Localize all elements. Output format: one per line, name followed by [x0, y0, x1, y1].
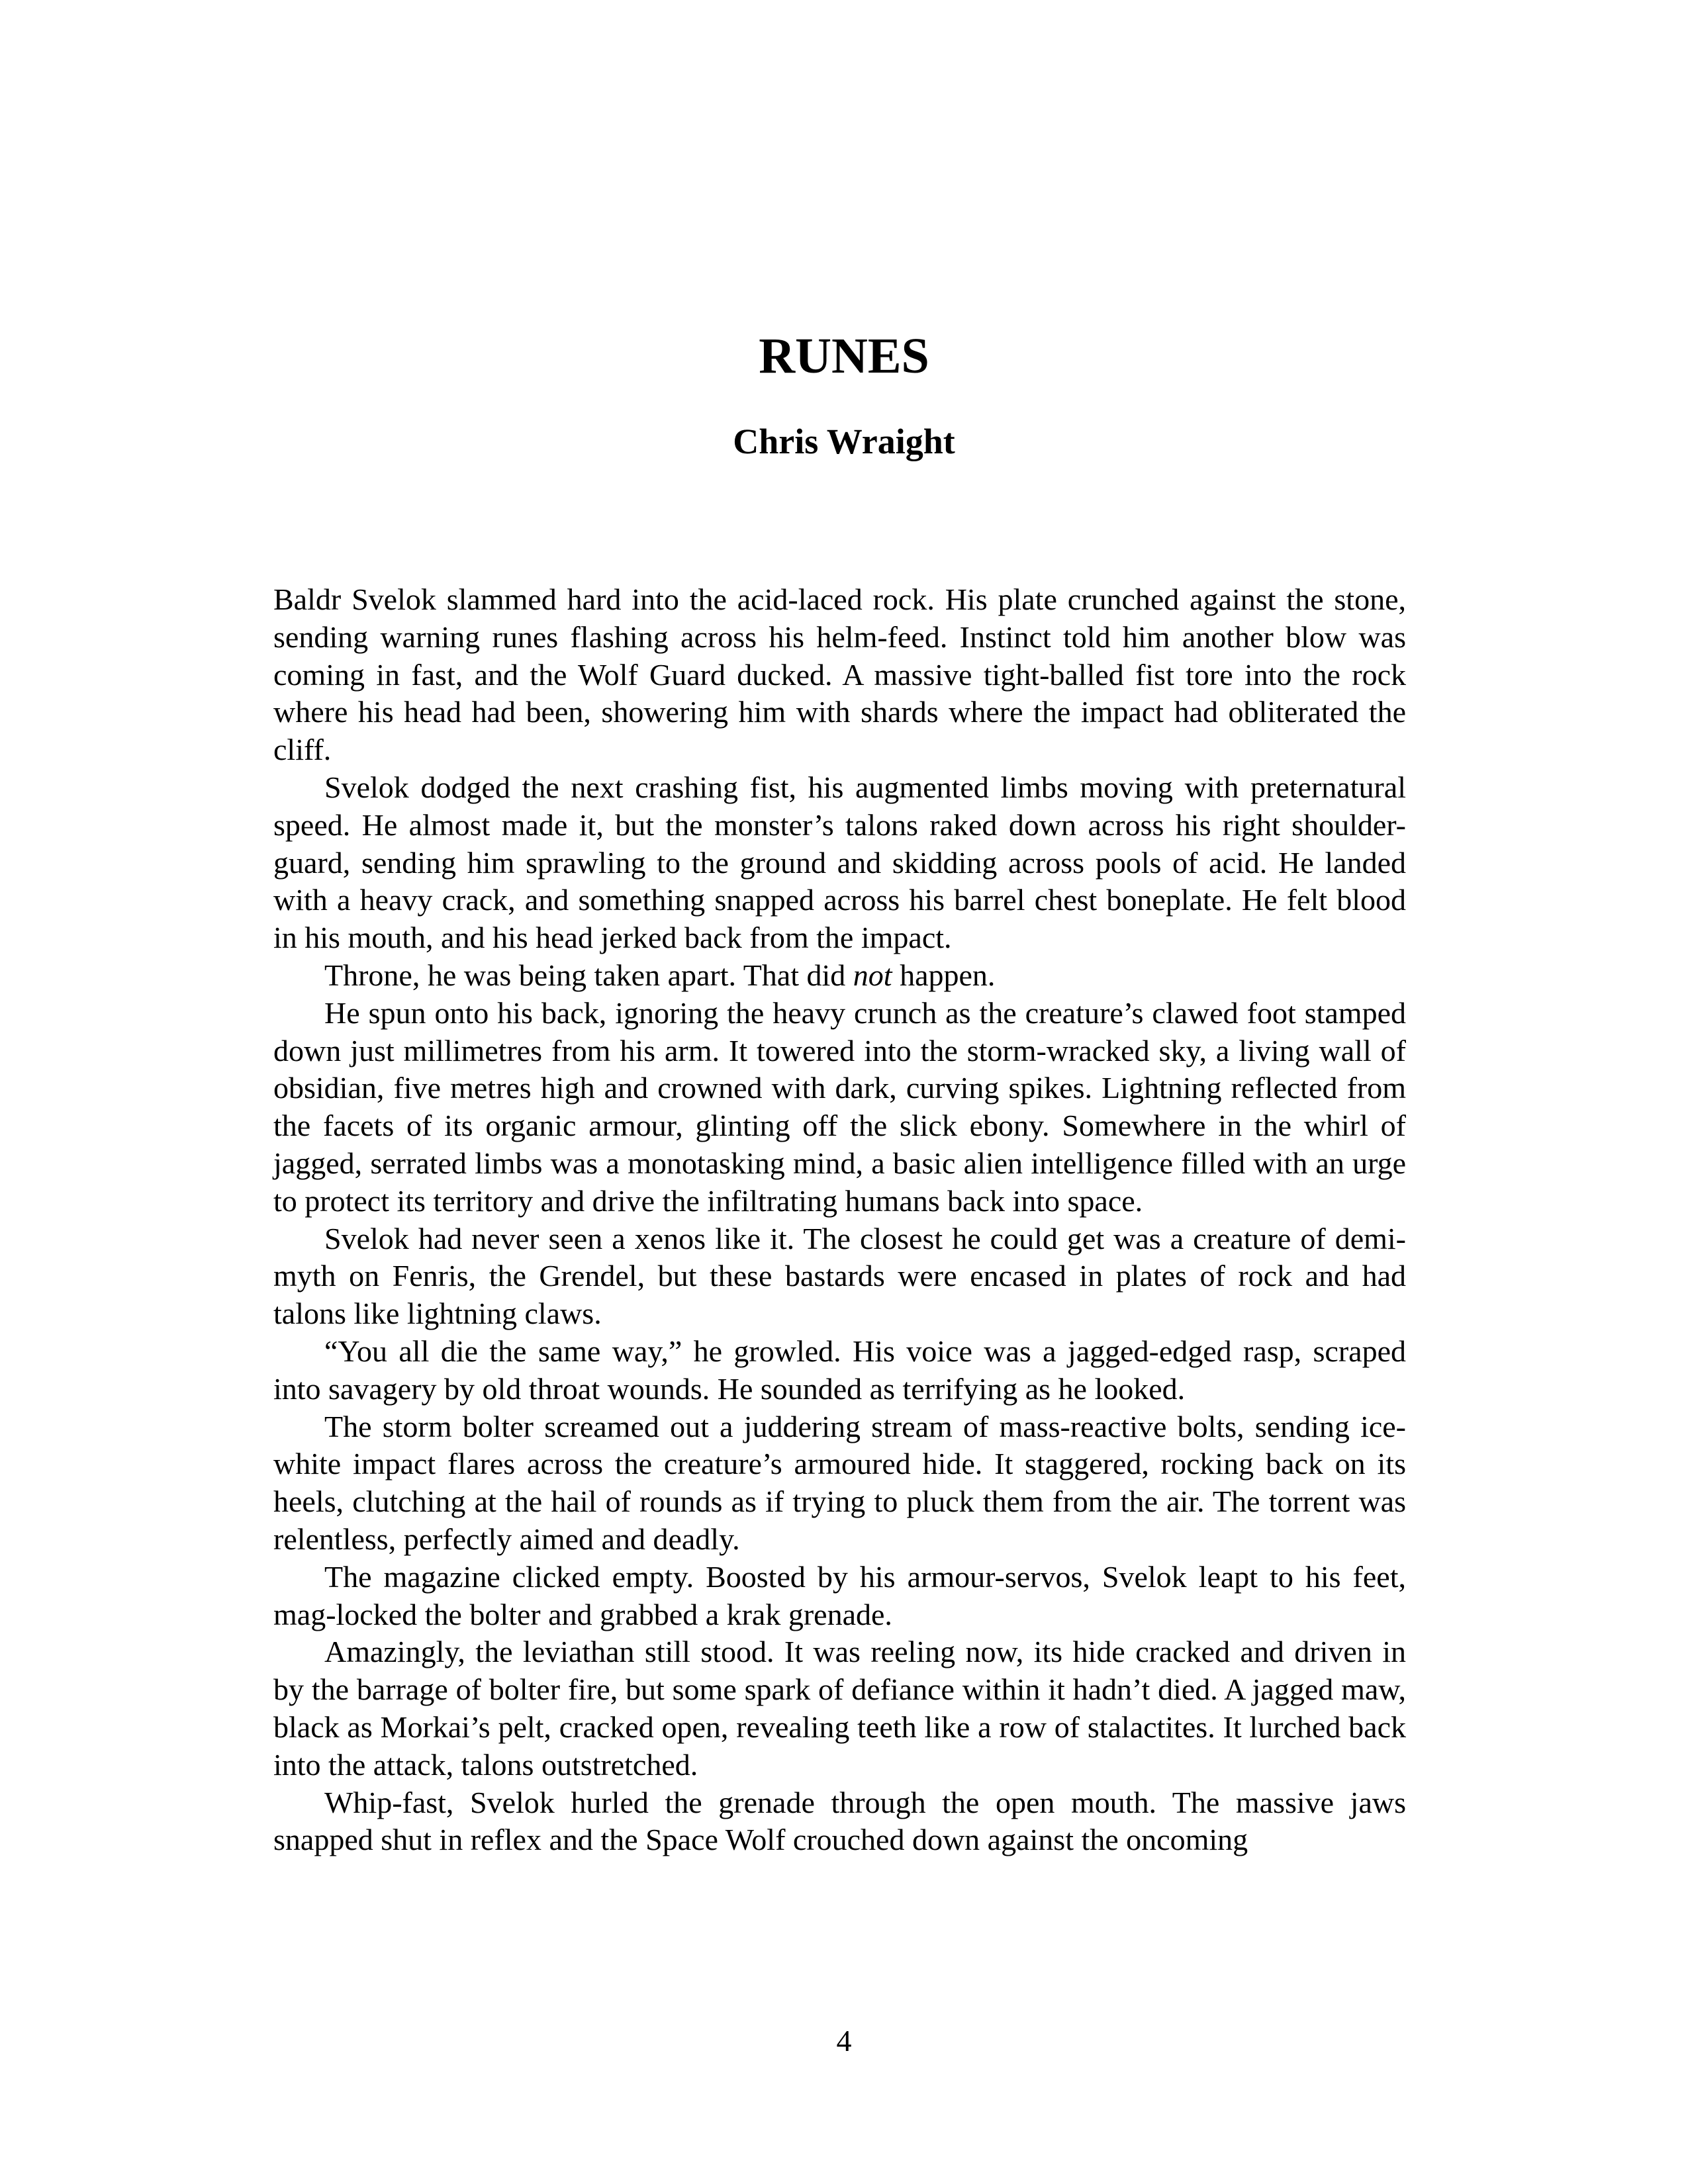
paragraph-3-text-before: Throne, he was being taken apart. That did: [324, 958, 853, 992]
paragraph-2: Svelok dodged the next crashing fist, his augmented limbs moving with preternatural speed. He almost made it, but the monster’s talons raked down across his right shoulder-guard, sending him sprawling to the ground and skidding across pools of acid. He landed with a heavy crack, and something snapped across his barrel chest boneplate. He felt blood in his mouth, and his head jerked back from the impact.: [273, 770, 1406, 955]
author-name: Chris Wraight: [733, 422, 955, 461]
paragraph-3-text-after: happen.: [892, 958, 996, 992]
paragraph-6: “You all die the same way,” he growled. His voice was a jagged-edged rasp, scraped into savagery by old throat wounds. He sounded as terrifying as he looked.: [273, 1334, 1406, 1406]
story-body: [273, 581, 1406, 1859]
paragraph-7: The storm bolter screamed out a juddering stream of mass-reactive bolts, sending ice-white impact flares across the creature’s armoured hide. It staggered, rocking back on its heels, clutching at the hail of rounds as if trying to pluck them from the air. The torrent was relentless, perfectly aimed and deadly.: [273, 1409, 1406, 1556]
paragraph-3: [273, 957, 1406, 995]
page-number: 4: [836, 2024, 852, 2058]
story-title: RUNES: [759, 328, 929, 384]
paragraph-3-emphasis: not: [853, 958, 892, 992]
paragraph-10: Whip-fast, Svelok hurled the grenade through the open mouth. The massive jaws snapped shut in reflex and the Space Wolf crouched down against the oncoming: [273, 1785, 1406, 1857]
paragraph-5: Svelok had never seen a xenos like it. The closest he could get was a creature of demi-myth on Fenris, the Grendel, but these bastards were encased in plates of rock and had talons like lightning claws.: [273, 1221, 1406, 1331]
paragraph-1: Baldr Svelok slammed hard into the acid-laced rock. His plate crunched against the stone, sending warning runes flashing across his helm-feed. Instinct told him another blow was coming in fast, and the Wolf Guard ducked. A massive tight-balled fist tore into the rock where his head had been, showering him with shards where the impact had obliterated the cliff.: [273, 582, 1406, 767]
paragraph-9: Amazingly, the leviathan still stood. It was reeling now, its hide cracked and driven in by the barrage of bolter fire, but some spark of defiance within it hadn’t died. A jagged maw, black as Morkai’s pelt, cracked open, revealing teeth like a row of stalactites. It lurched back into the attack, talons outstretched.: [273, 1635, 1406, 1782]
paragraph-8: The magazine clicked empty. Boosted by his armour-servos, Svelok leapt to his feet, mag-locked the bolter and grabbed a krak grenade.: [273, 1559, 1406, 1631]
paragraph-4: He spun onto his back, ignoring the heavy crunch as the creature’s clawed foot stamped down just millimetres from his arm. It towered into the storm-wracked sky, a living wall of obsidian, five metres high and crowned with dark, curving spikes. Lightning reflected from the facets of its organic armour, glinting off the slick ebony. Somewhere in the whirl of jagged, serrated limbs was a monotasking mind, a basic alien intelligence filled with an urge to protect its territory and drive the infiltrating humans back into space.: [273, 995, 1406, 1218]
